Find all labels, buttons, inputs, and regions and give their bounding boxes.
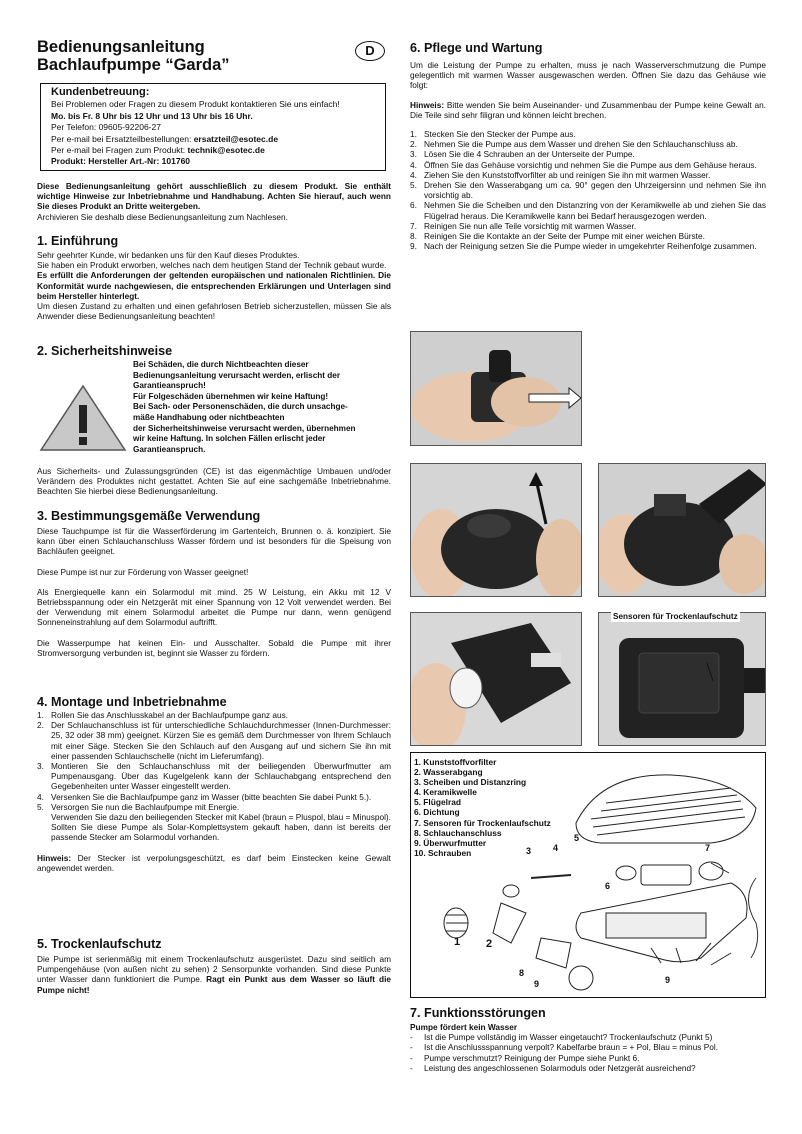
section-4-body [37,710,391,873]
warning-line: mäße Handhabung oder nichtbeachten [133,412,285,422]
maintenance-step [410,180,766,200]
hint-text: Bitte wenden Sie beim Auseinander- und Zusammenbau der Pumpe keine Gewalt an. Die Teile sind sehr filigran und können leicht brechen. [410,99,766,120]
maintenance-step [410,170,766,180]
callout-8: 8 [519,968,525,978]
step-text: Versorgen Sie nun die Bachlaufpumpe mit Energie. [51,801,240,812]
maintenance-step [410,149,766,159]
step-text: Versenken Sie die Bachlaufpumpe ganz im Wasser (bitte beachten Sie dabei Punkt 5.). [51,791,372,802]
part-item: 9. Überwurfmutter [414,837,487,848]
maintenance-step [410,241,766,251]
step-text: Nach der Reinigung setzen Sie die Pumpe wieder in umgekehrter Reihenfolge zusammen. [424,241,757,252]
troubleshooting-item: - Pumpe verschmutzt? Reinigung der Pumpe siehe Punkt 6. [410,1053,766,1063]
step-text: Reinigen Sie nun alle Teile vorsichtig mit warmen Wasser. [424,220,637,231]
part-item: 10. Schrauben [414,847,472,858]
intro-notice [37,181,391,222]
warning-line: Für Folgeschäden übernehmen wir keine Haftung! [133,391,329,401]
warning-line: Garantieanspruch. [133,444,206,454]
article-number: Produkt: Hersteller Art.-Nr: 101760 [51,156,191,167]
warning-text [133,360,391,455]
customer-service-box [40,83,386,171]
callout-4: 4 [553,843,559,853]
sec5-bold: Ragt ein Punkt aus dem Wasser so läuft die Pumpe nicht! [37,974,391,995]
part-item: 1. Kunststoffvorfilter [414,757,497,767]
warning-line: Bedienungsanleitung verursacht werden, erlischt der [133,370,341,380]
part-item: 4. Keramikwelle [414,787,477,798]
section-2-body [37,466,391,497]
email-order-label: Per e-mail bei Ersatzteilbestellungen: [51,133,194,144]
step-number: 1. [37,710,44,720]
part-item: 5. Flügelrad [414,797,462,808]
step-number: 9. [410,241,417,252]
step-text: Montieren Sie den Schlauchanschluss mit der beiliegenden Überwurfmutter am Pumpenausgang. Über das Kugelgelenk kann der Schlauchabgang entsprechend den Gegebenheiten unter Wasser eingestellt werden. [51,761,391,792]
callout-3: 3 [526,846,532,856]
maintenance-step [410,221,766,231]
language-badge: D [355,41,385,61]
callout-6: 6 [605,881,611,891]
part-item: 8. Schlauchanschluss [414,827,502,838]
assembly-step [37,761,391,792]
sec6-p1: Um die Leistung der Pumpe zu erhalten, muss je nach Wasserverschmutzung die Pumpe gelegentlich mit warmen Wasser ausgewaschen werden. Öffnen Sie dazu das Gehäuse wie folgt: [410,60,766,91]
step-text: Nehmen Sie die Pumpe aus dem Wasser und drehen Sie den Schlauchanschluss ab. [424,139,738,150]
step-number: 8. [410,231,417,242]
sensor-label: Sensoren für Trockenlaufschutz [613,612,738,621]
section-4-heading: 4. Montage und Inbetriebnahme [37,695,227,709]
assembly-step [37,720,391,761]
section-5-heading: 5. Trockenlaufschutz [37,937,162,951]
sec1-p1: Sehr geehrter Kunde, wir bedanken uns für den Kauf dieses Produktes. [37,250,300,260]
callout-9-left: 9 [534,979,540,989]
section-2-heading: 2. Sicherheitshinweise [37,344,173,358]
step-text: Nehmen Sie die Scheiben und den Distanzring von der Keramikwelle ab und ziehen Sie das Flügelrad heraus. Die Keramikwelle kann bei Bedarf herausgezogen werden. [424,200,766,221]
sec3-p1: Diese Tauchpumpe ist für die Wasserförderung im Gartenteich, Brunnen o. ä. konzipiert. Sie kann über einen Schlauchanschluss Wasser fördern und ist besonders für die Speisung von Bachläufen geeignet. [37,526,391,557]
maintenance-step [410,160,766,170]
step-5-detail: Verwenden Sie dazu den beiliegenden Stecker mit Kabel (braun = Pluspol, blau = Minuspol). Sollten Sie diese Pumpe als Solar-Komplettsystem gekauft haben, dann ist bereits der passende Stecker am Solarmodul vorhanden. [51,812,391,843]
document-title [37,38,230,74]
email-question-link[interactable]: technik@esotec.de [187,145,265,156]
step-number: 5. [410,180,417,191]
sec6-hint [410,100,766,120]
sec5-text: Die Pumpe ist serienmäßig mit einem Trockenlaufschutz ausgerüstet. Dazu sind seitlich am Pumpengehäuse (von außen nicht zu sehen) 2 Sensorpunkte vorhanden. Sind diese Punkte unter Wasser dann funktioniert die Pumpe. [37,954,391,985]
sec1-p4: Um diesen Zustand zu erhalten und einen gefahrlosen Betrieb sicherzustellen, müssen Sie als Anwender diese Bedienungsanleitung beachten! [37,301,391,322]
warning-line: Garantieanspruch! [133,381,206,391]
contact-hours: Mo. bis Fr. 8 Uhr bis 12 Uhr und 13 Uhr bis 16 Uhr. [51,110,253,121]
section-1-heading: 1. Einführung [37,234,119,248]
part-item: 6. Dichtung [414,807,460,818]
troubleshooting-item: - Ist die Anschlussspannung verpolt? Kabelfarbe braun = + Pol, Blau = minus Pol. [410,1042,766,1052]
step-number: 2. [37,720,44,731]
sec2-p1: Aus Sicherheits- und Zulassungsgründen (CE) ist das eigenmächtige Umbauen und/oder Verändern des Produktes nicht gestattet. Achten Sie auf eine sachgemäße Inbetriebnahme. Beachten Sie hierbei diese Bedienungsanleitung. [37,466,391,497]
sec3-p3: Als Energiequelle kann ein Solarmodul mit mind. 25 W Leistung, ein Akku mit 12 V Betriebsspannung oder ein Netzgerät mit einer Spannung von 12 Volt verwendet werden. Bei der Verwendung mit einem Solarmodul arbeitet die Pumpe nur dann, wenn genügend Sonneneinstrahlung auf dem Solarmodul auftrifft. [37,586,391,628]
hint-label: Hinweis: [37,852,72,863]
contact-heading: Kundenbetreuung: [51,86,150,98]
section-3-body [37,526,391,658]
part-item: 7. Sensoren für Trockenlaufschutz [414,817,551,828]
step-text: Lösen Sie die 4 Schrauben an der Unterseite der Pumpe. [424,149,635,160]
photo-dry-run-sensors [598,612,766,746]
sec7-subheading: Pumpe fördert kein Wasser [410,1022,518,1032]
step-number: 4. [37,791,44,802]
title-line-1: Bedienungsanleitung [37,38,205,56]
contact-line: Bei Problemen oder Fragen zu diesem Produkt kontaktieren Sie uns einfach! [51,99,340,110]
step-number: 4. [410,169,417,180]
contact-phone: Per Telefon: 09605-92206-27 [51,122,161,133]
hint-label: Hinweis: [410,99,445,110]
photo-remove-prefilter [410,463,582,597]
title-line-2: Bachlaufpumpe “Garda” [37,56,230,74]
sec4-hint [37,853,391,873]
step-number: 2. [410,139,417,150]
intro-notice-bold: Diese Bedienungsanleitung gehört ausschließlich zu diesem Produkt. Sie enthält wichtige Hinweise zur Inbetriebnahme und Handhabung. Achten Sie hierauf, auch wenn Sie dieses Produkt an Dritte weitergeben. [37,181,391,212]
step-text: Öffnen Sie das Gehäuse vorsichtig und nehmen Sie die Pumpe aus dem Gehäuse heraus. [424,159,757,170]
section-7-body [410,1022,766,1073]
troubleshooting-list [410,1032,766,1073]
contact-email-question [51,145,377,156]
step-text: Reinigen Sie die Kontakte an der Seite der Pumpe mit einer weichen Bürste. [424,231,705,242]
step-number: 5. [37,801,44,812]
photo-remove-impeller [410,612,582,746]
step-text: Der Schlauchanschluss ist für unterschiedliche Schlauchdurchmesser (Innen-Durchmesser: 25, 32 oder 38 mm) geeignet. Kürzen Sie es gemäß dem Durchmesser von Ihrem Schlauch mit einer Säge. Stecken Sie den Schlauch auf den Ausgang auf und sichern Sie ihn mit einer passenden Schlauchschelle (nicht im Lieferumfang). [51,720,391,761]
step-text: Stecken Sie den Stecker der Pumpe aus. [424,129,576,140]
exploded-view-diagram [410,752,766,998]
section-6-body [410,60,766,251]
assembly-step [37,802,391,843]
email-question-label: Per e-mail bei Fragen zum Produkt: [51,145,188,156]
troubleshooting-item: - Ist die Pumpe vollständig im Wasser eingetaucht? Trockenlaufschutz (Punkt 5) [410,1032,766,1042]
sec1-p3: Es erfüllt die Anforderungen der geltenden europäischen und nationalen Richtlinien. Die Konformität wurde nachgewiesen, die entsprechenden Erklärungen und Unterlagen sind beim Hersteller hinterlegt. [37,270,391,301]
hint-text: Der Stecker ist verpolungsgeschützt, es darf beim Einstecken keine Gewalt angewendet werden. [37,852,391,873]
maintenance-step [410,139,766,149]
assembly-step [37,792,391,802]
assembly-step [37,710,391,720]
step-number: 4. [410,159,417,170]
part-item: 3. Scheiben und Distanzring [414,777,527,788]
sec3-p4: Die Wasserpumpe hat keinen Ein- und Ausschalter. Sobald die Pumpe mit ihrer Stromversorgung verbunden ist, beginnt sie Wasser zu fördern. [37,637,391,658]
step-number: 1. [410,129,417,140]
callout-5: 5 [574,833,580,843]
step-text: Drehen Sie den Wasserabgang um ca. 90° gegen den Uhrzeigersinn und nehmen Sie ihn vorsichtig ab. [424,180,766,201]
maintenance-step [410,231,766,241]
warning-line: Bei Sach- oder Personenschäden, die durch unsachge- [133,402,348,412]
step-number: 3. [410,149,417,160]
maintenance-step [410,129,766,139]
section-5-body [37,954,391,995]
callout-9-right: 9 [665,975,671,985]
step-number: 3. [37,761,44,772]
email-order-link[interactable]: ersatzteil@esotec.de [193,133,279,144]
photo-pull-water-outlet [598,463,766,597]
section-1-body [37,250,391,321]
intro-notice-text: Archivieren Sie deshalb diese Bedienungsanleitung zum Nachlesen. [37,211,288,222]
part-item: 2. Wasserabgang [414,767,483,778]
step-text: Ziehen Sie den Kunststoffvorfilter ab und reinigen Sie ihn mit warmen Wasser. [424,169,711,180]
callout-2: 2 [486,938,493,950]
step-number: 7. [410,220,417,231]
section-6-heading: 6. Pflege und Wartung [410,41,543,55]
sec5-p1 [37,954,391,995]
exploded-view-drawing [411,753,767,999]
step-number: 6. [410,200,417,211]
sec3-p2: Diese Pumpe ist nur zur Förderung von Wasser geeignet! [37,566,249,577]
assembly-steps [37,710,391,843]
maintenance-steps [410,129,766,251]
callout-7: 7 [705,843,711,853]
maintenance-step [410,200,766,220]
warning-line: Bei Schäden, die durch Nichtbeachten dieser [133,360,309,369]
sec1-p2: Sie haben ein Produkt erworben, welches nach dem heutigen Stand der Technik gebaut wurde. [37,260,387,271]
step-text: Rollen Sie das Anschlusskabel an der Bachlaufpumpe ganz aus. [51,710,289,720]
troubleshooting-item: - Leistung des angeschlossenen Solarmoduls oder Netzgerät ausreichend? [410,1063,766,1073]
warning-triangle-icon [38,383,128,453]
contact-email-order [51,134,377,145]
photo-unscrew-hose-connector [410,331,582,446]
section-3-heading: 3. Bestimmungsgemäße Verwendung [37,509,261,523]
callout-1: 1 [454,936,461,948]
warning-line: wir keine Haftung. In solchen Fällen erlischt jeder [133,434,326,444]
warning-line: der Sicherheitshinweise verursacht werden, übernehmen [133,423,356,433]
section-7-heading: 7. Funktionsstörungen [410,1006,546,1020]
